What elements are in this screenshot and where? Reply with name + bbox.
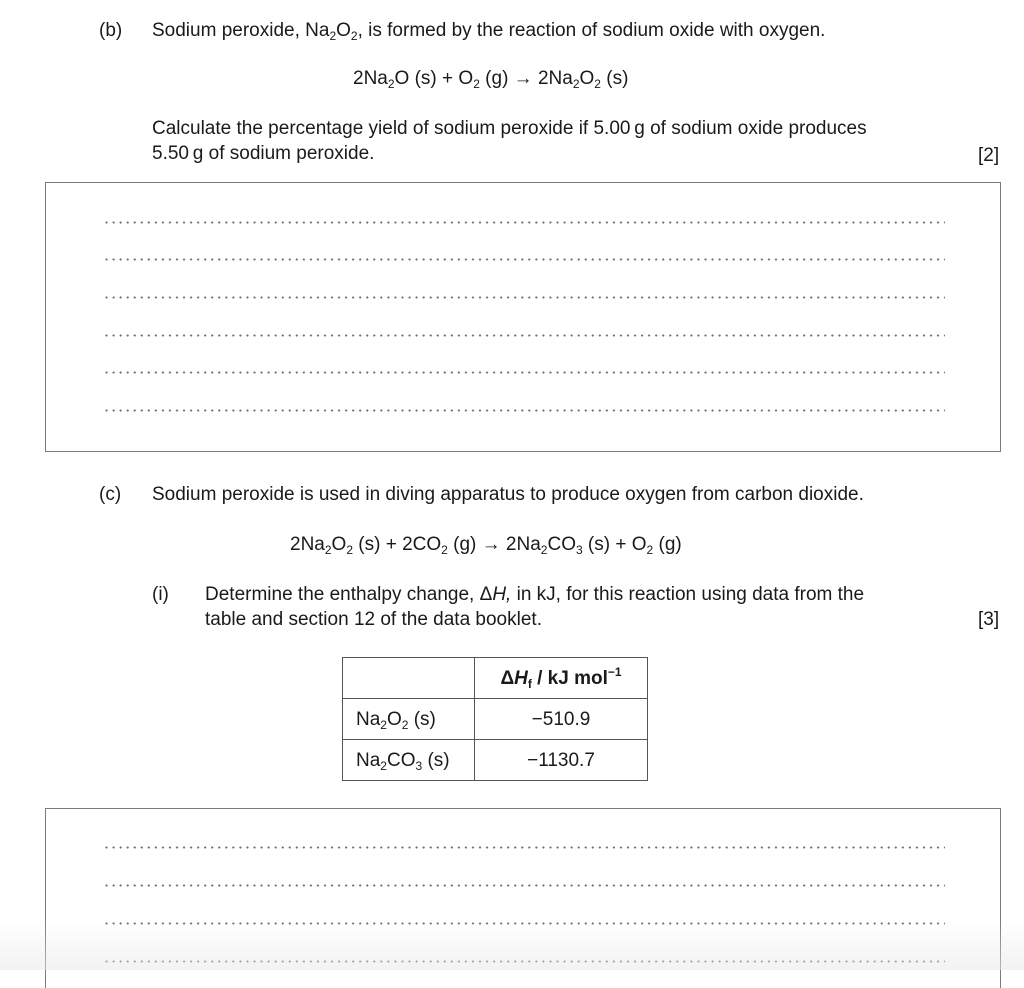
part-c-i-marks: [3]: [978, 609, 1000, 630]
table-row: [343, 740, 648, 781]
part-b-equation: $2Na_2O$ $(s) + O_2$ $(g) \to 2Na_2O_2$ (s): [353, 68, 629, 91]
answer-line[interactable]: [103, 922, 945, 925]
answer-line[interactable]: [103, 884, 945, 887]
answer-line[interactable]: [103, 334, 945, 337]
table-header-row: [343, 658, 648, 699]
part-b-question-line-2: 5.50 g of sodium peroxide.: [152, 143, 375, 164]
answer-line[interactable]: [103, 960, 945, 963]
part-c-i-question-line-1: Determine the enthalpy change, ΔH, in kJ, for this reaction using data from the: [205, 584, 865, 605]
answer-line[interactable]: [103, 258, 945, 261]
part-c-equation: $2Na_2O_2$ $(s) + 2CO_2$ $(g) \to 2Na_2CO_3$ $(s) + O_2$ (g): [290, 534, 682, 557]
enthalpy-data-table: [342, 657, 648, 781]
part-b-intro: Sodium peroxide, $Na_2O_2$, is formed by the reaction of sodium oxide with oxygen.: [152, 20, 826, 43]
part-c-i-label: (i): [152, 584, 169, 605]
part-c-i-question-line-2: table and section 12 of the data booklet.: [205, 609, 542, 630]
table-header-empty-cell: [343, 658, 475, 699]
answer-line[interactable]: [103, 371, 945, 374]
answer-line[interactable]: [103, 221, 945, 224]
table-cell-formula: $Na_2CO_3$ (s): [343, 740, 475, 781]
table-cell-value: −510.9: [475, 699, 648, 740]
answer-line[interactable]: [103, 296, 945, 299]
answer-line[interactable]: [103, 846, 945, 849]
part-c-intro: Sodium peroxide is used in diving apparatus to produce oxygen from carbon dioxide.: [152, 484, 864, 505]
part-b-question-line-1: Calculate the percentage yield of sodium peroxide if 5.00 g of sodium oxide produces: [152, 118, 867, 139]
table-cell-value: −1130.7: [475, 740, 648, 781]
table-row: [343, 699, 648, 740]
table-cell-formula: $Na_2O_2$ (s): [343, 699, 475, 740]
answer-line[interactable]: [103, 409, 945, 412]
part-c-label: (c): [99, 484, 122, 505]
part-b-label: (b): [99, 20, 123, 41]
part-b-marks: [2]: [978, 145, 1000, 166]
table-header-enthalpy: $\Delta H_f$ / kJ mol$^{-1}$: [475, 658, 648, 699]
